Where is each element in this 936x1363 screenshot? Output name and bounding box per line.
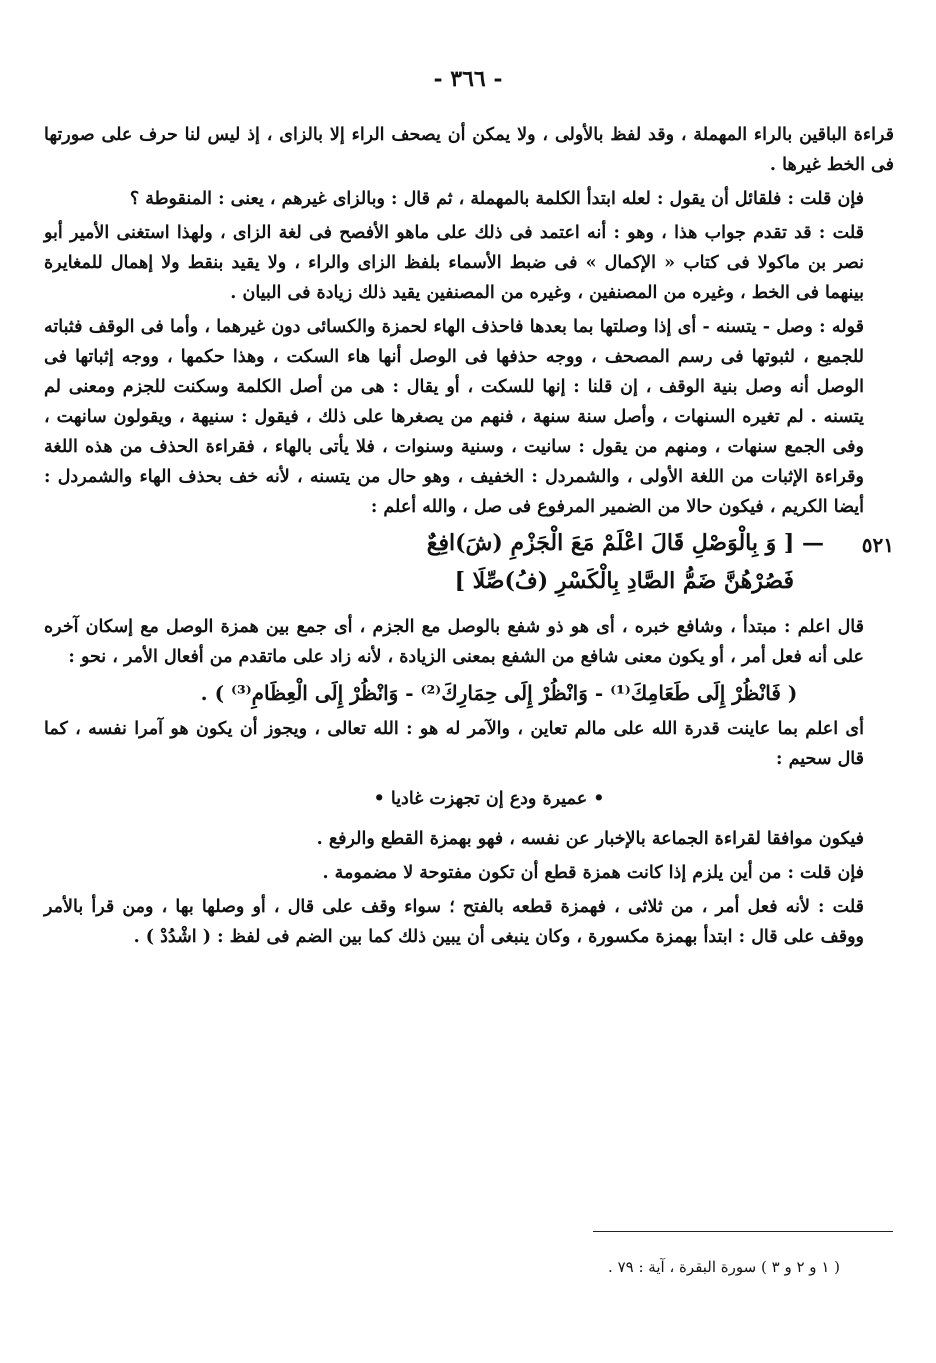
verse-line-1: — [ وَ بِالْوَصْلِ قَالَ اعْلَمْ مَعَ الْجَزْمِ (شَ)افِعٌ (426, 530, 824, 556)
paragraph: قراءة الباقين بالراء المهملة ، وقد لفظ بالأولى ، ولا يمكن أن يصحف الراء إلا بالزاى ، إذ ليس لنا حرف على صورتها فى الخط غيرها . (44, 125, 894, 175)
paragraph: فإن قلت : فلقائل أن يقول : لعله ابتدأ الكلمة بالمهملة ، ثم قال : وبالزاى غيرهم ، يعنى : المنقوطة ؟ (129, 189, 864, 209)
paragraph: فإن قلت : من أين يلزم إذا كانت همزة قطع أن تكون مفتوحة لا مضمومة . (322, 863, 864, 883)
verse-number: ٥٢١ (861, 533, 894, 557)
poem-quote: • عميرة ودع إن تجهزت غاديا • (373, 789, 605, 809)
footnote-divider (593, 1231, 893, 1232)
paragraph: قوله : وصل - يتسنه - أى إذا وصلتها بما بعدها فاحذف الهاء لحمزة والكسائى دون غيرهما ، وأما فى الوقف فثباته للجميع ، لثبوتها فى رسم المصحف ، ووجه حذفها فى الوصل أنها هاء السكت ، وهذا حكمها ، ووجه إثباتها فى الوصل أنه وصل بنية الوقف ، إن قلنا : إنها للسكت ، أو يقال : هى من أصل الكلمة وسكنت للجزم ومعنى لم يتسنه . لم تغيره السنهات ، وأصل سنة سنهة ، فنهم من يصغرها على ذلك ، فيقول : سنيهة ، ويقولون سانهت ، وفى الجمع سنهات ، ومنهم من يقول : سانيت ، وسنية وسنوات ، فلا يأتى بالهاء ، فقراءة الحذف من هذه اللغة وقراءة الإثبات من اللغة الأولى ، والشمردل : الخفيف ، وهو حال من يتسنه ، لأنه خف بحذف الهاء والشمردل : أيضا الكريم ، فيكون حالا من الضمير المرفوع فى صل ، والله أعلم : (44, 317, 864, 517)
paragraph: أى اعلم بما عاينت قدرة الله على مالم تعاين ، والآمر له هو : الله تعالى ، ويجوز أن يكون هو آمرا نفسه ، كما قال سحيم : (44, 719, 864, 769)
paragraph: قلت : قد تقدم جواب هذا ، وهو : أنه اعتمد فى ذلك على ماهو الأفصح فى لغة الزاى ، ولهذا استغنى الأمير أبو نصر بن ماكولا فى كتاب « الإكمال » فى ضبط الأسماء بلفظ الزاى والراء ، ولا يقيد بنقط ولا إهمال للمغايرة بينهما فى الخط ، وغيره من المصنفين ، وغيره من المصنفين يقيد ذلك زيادة فى البيان . (44, 223, 864, 303)
footnote: ( ١ و ٢ و ٣ ) سورة البقرة ، آية : ٧٩ . (608, 1258, 840, 1276)
quran-quote: ( فَانْظُرْ إِلَى طَعَامِكَ⁽¹⁾ - وَانْظُرْ إِلَى حِمَارِكَ⁽²⁾ - وَانْظُرْ إِلَى الْعِظَامِ⁽³⁾ ) . (200, 681, 798, 705)
main-text (44, 120, 894, 956)
page-number: - ٣٦٦ - (433, 66, 503, 92)
poem-verse (44, 526, 894, 606)
paragraph: قال اعلم : مبتدأ ، وشافع خبره ، أى هو ذو شفع بالوصل مع الجزم ، أى جمع بين همزة الوصل مع إسكان آخره على أنه فعل أمر ، أو يكون معنى شافع من الشفع بمعنى الزيادة ، لأنه زاد على ماتقدم من أفعال الأمر ، نحو : (44, 617, 864, 667)
verse-line-2: فَصُرْهُنَّ ضَمُّ الصَّادِ بِالْكَسْرِ (فُ)صِّلَا ] (454, 568, 794, 594)
paragraph: قلت : لأنه فعل أمر ، من ثلاثى ، فهمزة قطعه بالفتح ؛ سواء وقف على قال ، أو وصلها بها ، ومن قرأ بالأمر ووقف على قال : ابتدأ بهمزة مكسورة ، وكان ينبغى أن يبين ذلك كما بين الضم فى لفظ : ( اشْدُدْ ) . (44, 897, 864, 947)
paragraph: فيكون موافقا لقراءة الجماعة بالإخبار عن نفسه ، فهو بهمزة القطع والرفع . (316, 829, 864, 849)
